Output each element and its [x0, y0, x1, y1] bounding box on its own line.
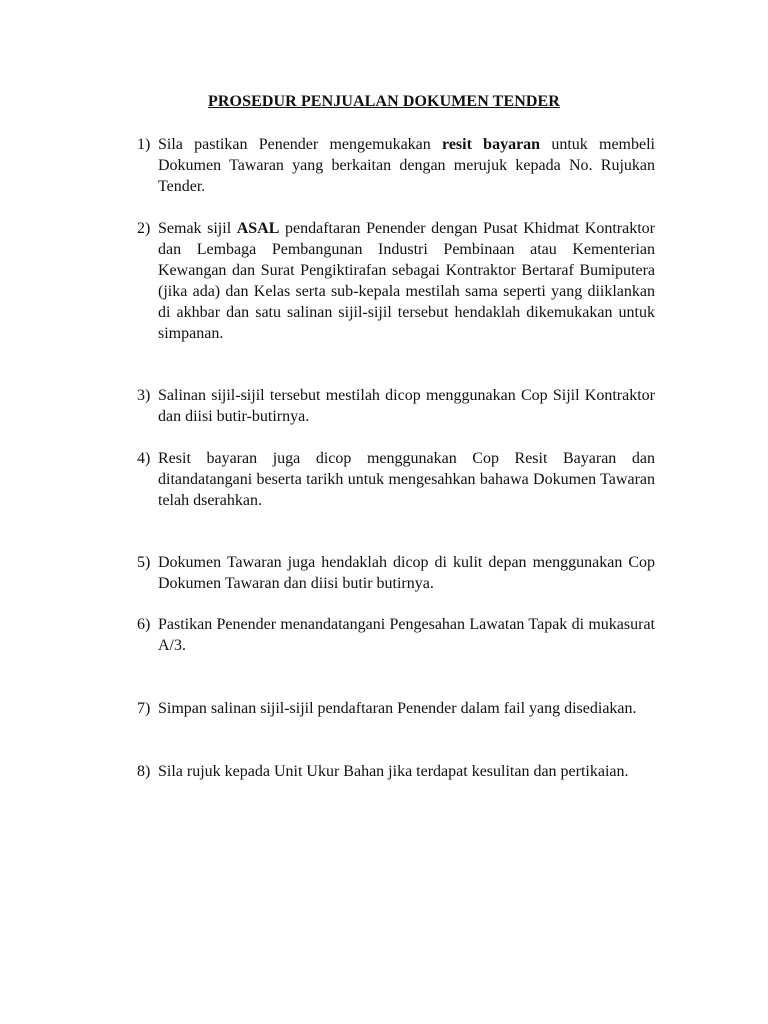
document-title: PROSEDUR PENJUALAN DOKUMEN TENDER — [208, 93, 560, 110]
item-text: Dokumen Tawaran juga hendaklah dicop di kulit depan menggunakan Cop Dokumen Tawaran dan diisi butir butirnya. — [158, 554, 655, 592]
item-number: 3) — [137, 387, 151, 404]
item-text: Sila rujuk kepada Unit Ukur Bahan jika terdapat kesulitan dan pertikaian. — [158, 763, 629, 780]
item-text: Sila pastikan Penender mengemukakan resit bayaran untuk membeli Dokumen Tawaran yang berkaitan dengan merujuk kepada No. Rujukan Tender. — [158, 136, 655, 195]
item-number: 6) — [137, 616, 151, 633]
list-item-2 — [137, 218, 655, 344]
item-text: Salinan sijil-sijil tersebut mestilah dicop menggunakan Cop Sijil Kontraktor dan diisi butir-butirnya. — [158, 387, 655, 425]
item-number: 8) — [137, 763, 151, 780]
item-text: Semak sijil ASAL pendaftaran Penender dengan Pusat Khidmat Kontraktor dan Lembaga Pembangunan Industri Pembinaan atau Kementerian Kewangan dan Surat Pengiktirafan sebagai Kontraktor Bertaraf Bumiputera (jika ada) dan Kelas serta sub-kepala mestilah sama seperti yang diiklankan di akhbar dan satu salinan sijil-sijil tersebut hendaklah dikemukakan untuk simpanan. — [158, 220, 655, 342]
list-item-7 — [137, 698, 655, 719]
list-item-5 — [137, 552, 655, 594]
list-item-6 — [137, 614, 655, 656]
bold-phrase: resit bayaran — [442, 136, 541, 153]
item-number: 2) — [137, 220, 151, 237]
item-number: 5) — [137, 554, 151, 571]
list-item-3 — [137, 385, 655, 427]
item-number: 1) — [137, 136, 151, 153]
bold-phrase: ASAL — [236, 220, 280, 237]
list-item-4 — [137, 448, 655, 511]
list-item-8 — [137, 761, 655, 782]
item-number: 7) — [137, 700, 151, 717]
item-number: 4) — [137, 450, 151, 467]
item-text: Pastikan Penender menandatangani Pengesahan Lawatan Tapak di mukasurat A/3. — [158, 616, 655, 654]
list-item-1 — [137, 134, 655, 197]
item-text: Simpan salinan sijil-sijil pendaftaran Penender dalam fail yang disediakan. — [158, 700, 637, 717]
item-text: Resit bayaran juga dicop menggunakan Cop Resit Bayaran dan ditandatangani beserta tarikh untuk mengesahkan bahawa Dokumen Tawaran telah dserahkan. — [158, 450, 655, 509]
